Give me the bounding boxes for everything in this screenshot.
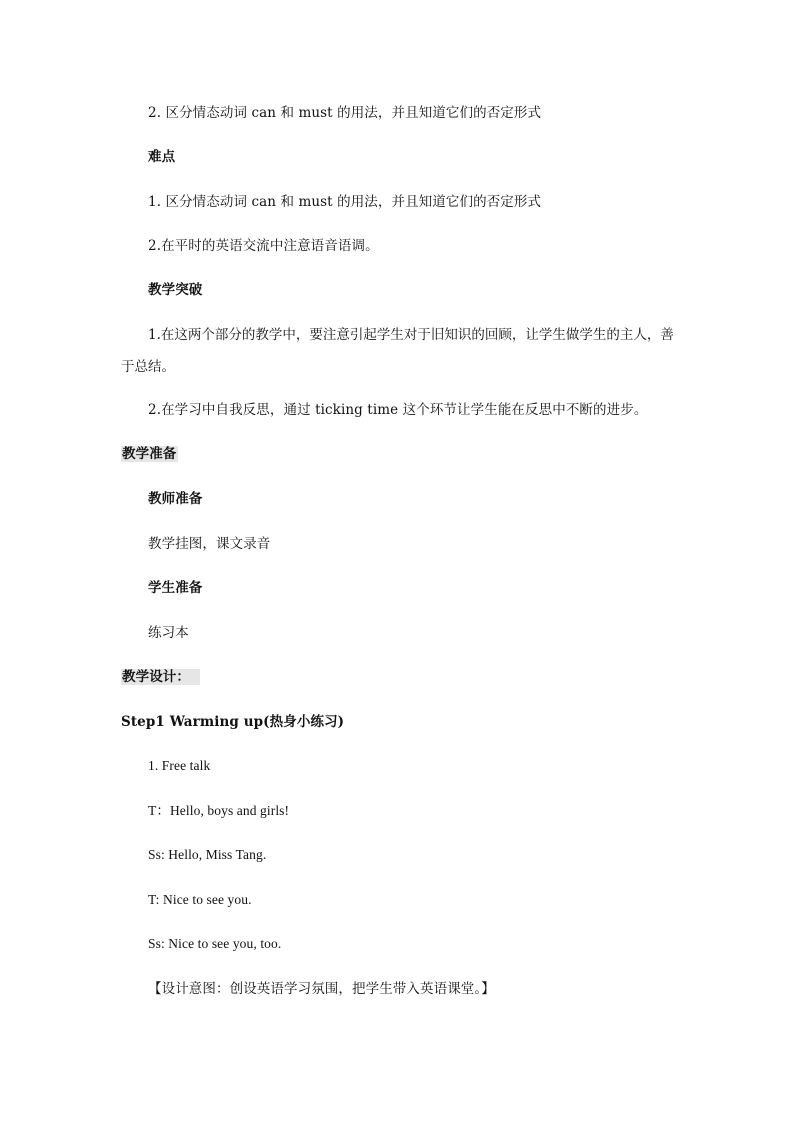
- design-heading-text: 教学设计：: [121, 669, 200, 685]
- student-prep: 练习本: [148, 625, 189, 641]
- step1-heading: Step1 Warming up(热身小练习): [121, 714, 345, 730]
- difficulty-item-2: 2.在平时的英语交流中注意语音语调。: [148, 238, 379, 254]
- breakthrough-item-1: 1.在这两个部分的教学中，要注意引起学生对于旧知识的回顾，让学生做学生的主人，善于总结。: [121, 327, 674, 375]
- dialogue-line: T：Hello, boys and girls!: [148, 803, 290, 818]
- dialogue-line: Ss: Hello, Miss Tang.: [148, 847, 267, 862]
- difficulty-item-1: 1. 区分情态动词 can 和 must 的用法，并且知道它们的否定形式: [148, 194, 542, 210]
- teacher-prep-heading: 教师准备: [148, 491, 203, 507]
- design-heading: [121, 668, 200, 686]
- preparation-heading: [121, 445, 178, 463]
- preparation-heading-text: 教学准备: [122, 446, 177, 462]
- dialogue-line: Ss: Nice to see you, too.: [148, 936, 282, 951]
- design-intent: 【设计意图：创设英语学习氛围，把学生带入英语课堂。】: [148, 981, 495, 997]
- difficulty-heading: 难点: [148, 149, 176, 165]
- breakthrough-heading: 教学突破: [148, 282, 203, 298]
- dialogue-line: T: Nice to see you.: [148, 892, 252, 907]
- free-talk: 1. Free talk: [148, 758, 211, 773]
- student-prep-heading: 学生准备: [148, 580, 203, 596]
- teacher-prep: 教学挂图，课文录音: [148, 536, 271, 552]
- key-point-2: 2. 区分情态动词 can 和 must 的用法，并且知道它们的否定形式: [148, 105, 542, 121]
- breakthrough-item-2: 2.在学习中自我反思，通过 ticking time 这个环节让学生能在反思中不断的进步。: [148, 402, 648, 418]
